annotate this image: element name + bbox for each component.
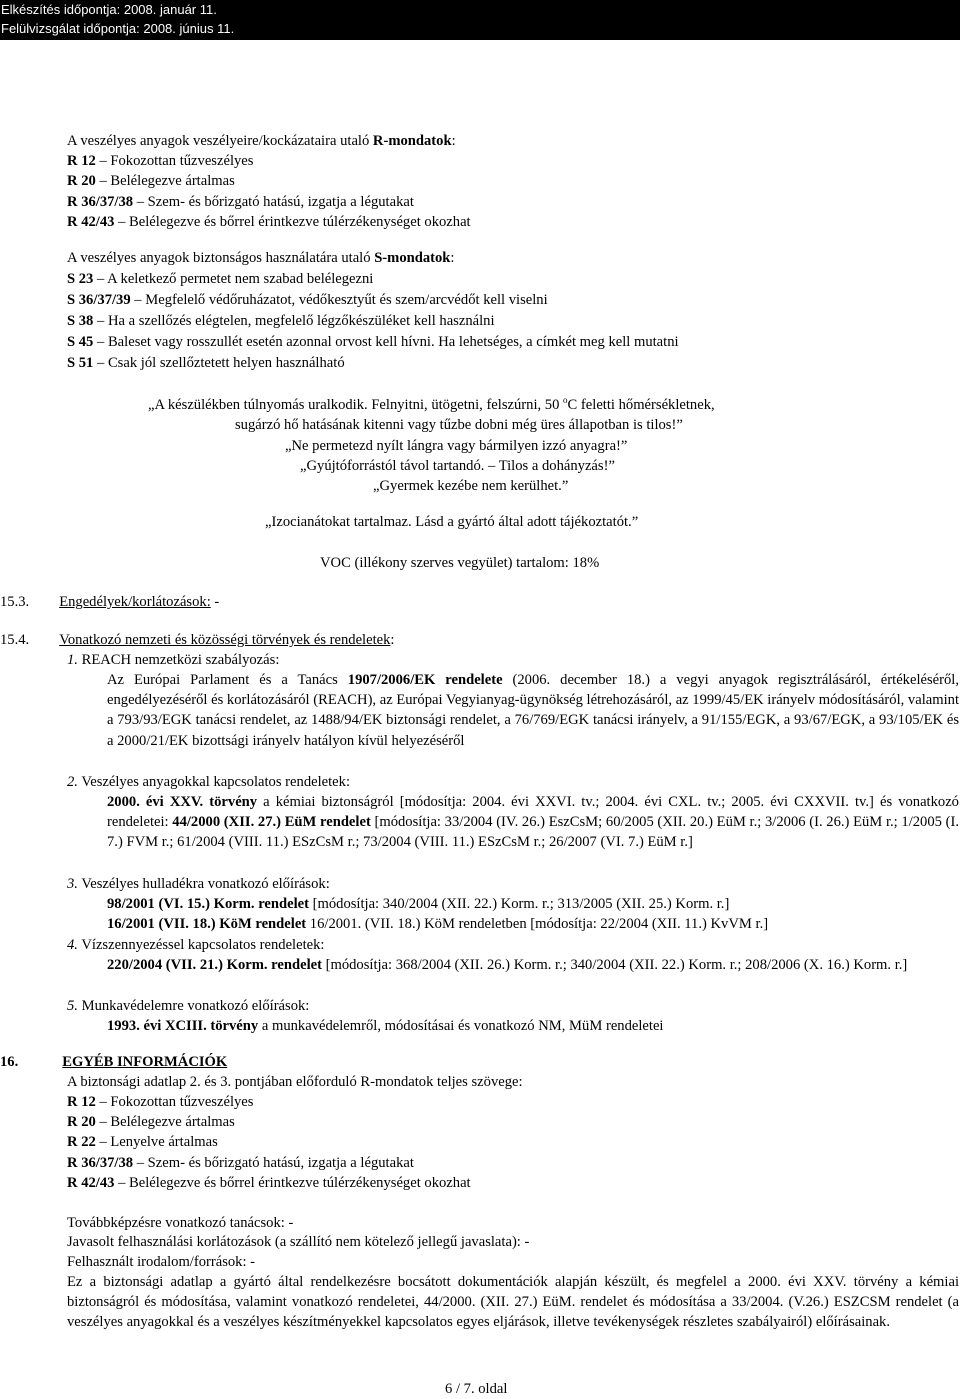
s-item: S 23 – A keletkező permetet nem szabad belélegezni: [67, 271, 374, 287]
r-item: R 12 – Fokozottan tűzveszélyes: [67, 1094, 254, 1110]
list-item-4-title: 4. Vízszennyezéssel kapcsolatos rendeletek:: [67, 937, 325, 953]
header-bar: [0, 0, 960, 40]
s-item: S 51 – Csak jól szellőztetett helyen használható: [67, 355, 345, 371]
r-item: R 12 – Fokozottan tűzveszélyes: [67, 153, 254, 169]
s-item: S 36/37/39 – Megfelelő védőruházatot, védőkesztyűt és szem/arcvédőt kell viselni: [67, 292, 548, 308]
closing-paragraph: Ez a biztonsági adatlap a gyártó által rendelkezésre bocsátott dokumentációk alapján készült, és megfelel a 2000. évi XXV. törvény a kémiai biztonságról és módosítása, valamint vonatkozó rendeletei, 44/2000. (XII. 27.) EüM. rendelet és módosítása a 33/2004. (V.26.) ESZCSM rendelet (a veszélyes anyagokkal és a veszélyes készítményekkel kapcsolatos egyes eljárások, illetve tevékenységek részletes szabályairól) előírásainak.: [67, 1274, 959, 1331]
section-15-4-title: 15.4. Vonatkozó nemzeti és közösségi törvények és rendeletek:: [0, 632, 395, 648]
warning-children: „Gyermek kezébe nem kerülhet.”: [373, 478, 569, 494]
r-item: R 36/37/38 – Szem- és bőrizgató hatású, izgatja a légutakat: [67, 1155, 414, 1171]
warning-flame: „Ne permetezd nyílt lángra vagy bármilyen izzó anyagra!”: [285, 438, 628, 454]
waste-regulation-2: 16/2001 (VII. 18.) KöM rendelet 16/2001. (VII. 18.) KöM rendeletben [módosítja: 22/2004 (XII. 11.) KvVM r.]: [107, 916, 769, 932]
waste-regulation-1: 98/2001 (VI. 15.) Korm. rendelet [módosítja: 340/2004 (XII. 22.) Korm. r.; 313/2005 (XII. 25.) Korm. r.]: [107, 896, 730, 912]
water-regulation: 220/2004 (VII. 21.) Korm. rendelet [módosítja: 368/2004 (XII. 26.) Korm. r.; 340/2004 (XII. 22.) Korm. r.; 208/2006 (X. 16.) Korm. r.]: [107, 957, 908, 973]
list-item-5-title: 5. Munkavédelemre vonatkozó előírások:: [67, 998, 310, 1014]
r-item: R 20 – Belélegezve ártalmas: [67, 173, 235, 189]
s-item: S 45 – Baleset vagy rosszullét esetén azonnal orvost kell hívni. Ha lehetséges, a címkét meg kell mutatni: [67, 334, 679, 350]
r-item: R 42/43 – Belélegezve és bőrrel érintkezve túlérzékenységet okozhat: [67, 214, 471, 230]
literature-sources: Felhasznált irodalom/források: -: [67, 1254, 256, 1270]
chemical-safety-paragraph: 2000. évi XXV. törvény a kémiai biztonságról [módosítja: 2004. évi XXVI. tv.; 2004. évi CXL. tv.; 2005. évi CXXVII. tv.] és vonatkozó rendeletei: 44/2000 (XII. 27.) EüM rendelet [módosítja: 33/2004 (IV. 26.) EszCsM; 60/2005 (XII. 20.) EüM r.; 3/2006 (I. 26.) EüM r.; 1/2005 (I. 7.) FVM r.; 61/2004 (VIII. 11.) ESzCsM r.; 73/2004 (VIII. 11.) ESzCsM r.; 26/2007 (VI. 7.) EüM r.]: [107, 794, 960, 851]
page-number: 6 / 7. oldal: [445, 1381, 508, 1397]
r-item: R 20 – Belélegezve ártalmas: [67, 1114, 235, 1130]
list-item-2-title: 2. Veszélyes anyagokkal kapcsolatos rendeletek:: [67, 774, 351, 790]
r-item: R 22 – Lenyelve ártalmas: [67, 1134, 218, 1150]
warning-isocyanate: „Izocianátokat tartalmaz. Lásd a gyártó által adott tájékoztatót.”: [265, 514, 639, 530]
revised-date: Felülvizsgálat időpontja: 2008. június 11.: [1, 21, 235, 36]
r-sentences-intro: A veszélyes anyagok veszélyeire/kockázataira utaló R-mondatok:: [67, 133, 456, 149]
s-sentences-intro: A veszélyes anyagok biztonságos használatára utaló S-mondatok:: [67, 250, 455, 266]
section-16-title: 16. EGYÉB INFORMÁCIÓK: [0, 1054, 228, 1070]
list-item-1-title: 1. REACH nemzetközi szabályozás:: [67, 652, 280, 668]
voc-content: VOC (illékony szerves vegyület) tartalom: 18%: [320, 555, 600, 571]
list-item-3-title: 3. Veszélyes hulladékra vonatkozó előírások:: [67, 876, 330, 892]
created-date: Elkészítés időpontja: 2008. január 11.: [1, 2, 217, 17]
reach-paragraph: Az Európai Parlament és a Tanács 1907/2006/EK rendelete (2006. december 18.) a vegyi anyagok regisztrálásáról, értékeléséről, engedélyezéséről és korlátozásáról (REACH), az Európai Vegyianyag-ügynökség létrehozásáról, az 1999/45/EK irányelv módosításáról, valamint a 793/93/EGK tanácsi rendelet, az 1488/94/EK biztonsági rendelet, a 76/769/EGK tanácsi irányelv, a 91/155/EGK, a 93/67/EGK, a 93/105/EK és a 2000/21/EK bizottsági irányelv hatályon kívül helyezéséről: [107, 672, 959, 749]
suggested-restrictions: Javasolt felhasználási korlátozások (a szállító nem kötelező jellegű javaslata): -: [67, 1234, 530, 1250]
warning-pressure-cont: sugárzó hő hatásának kitenni vagy tűzbe dobni még üres állapotban is tilos!”: [235, 417, 683, 433]
r-item: R 36/37/38 – Szem- és bőrizgató hatású, izgatja a légutakat: [67, 194, 414, 210]
section-15-3: 15.3. Engedélyek/korlátozások: -: [0, 594, 220, 610]
warning-pressure: „A készülékben túlnyomás uralkodik. Felnyitni, ütögetni, felszúrni, 50 $^o$C feletti hőmérsékletnek,: [148, 395, 715, 413]
warning-ignition: „Gyújtóforrástól távol tartandó. – Tilos a dohányzás!”: [300, 458, 615, 474]
r-item: R 42/43 – Belélegezve és bőrrel érintkezve túlérzékenységet okozhat: [67, 1175, 471, 1191]
training-advice: Továbbképzésre vonatkozó tanácsok: -: [67, 1215, 294, 1231]
r-full-text-intro: A biztonsági adatlap 2. és 3. pontjában előforduló R-mondatok teljes szövege:: [67, 1074, 523, 1090]
s-item: S 38 – Ha a szellőzés elégtelen, megfelelő légzőkészüléket kell használni: [67, 313, 495, 329]
labour-safety-law: 1993. évi XCIII. törvény a munkavédelemről, módosításai és vonatkozó NM, MüM rendeletei: [107, 1018, 664, 1034]
